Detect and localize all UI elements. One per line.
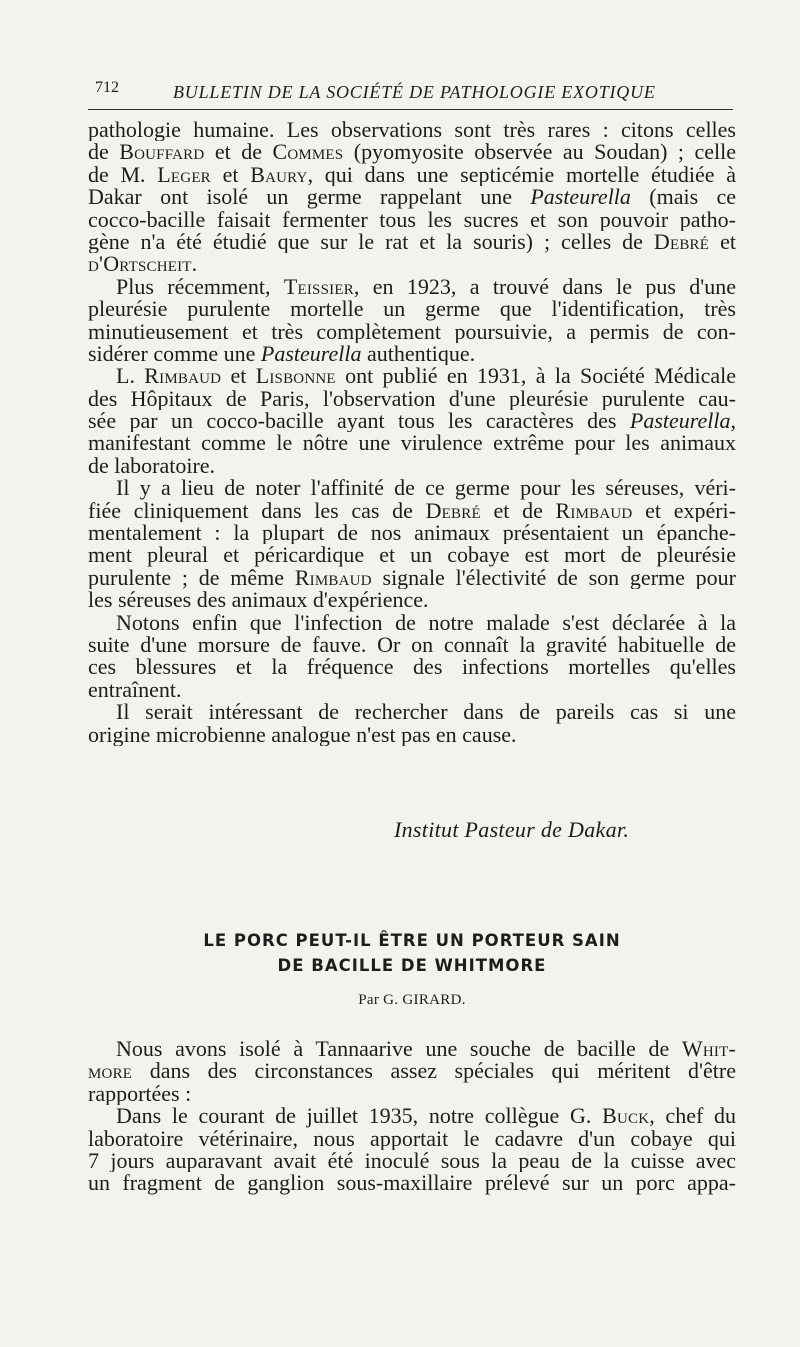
institution-signature: Institut Pasteur de Dakar. [394,817,630,842]
page-number: 712 [95,79,119,96]
body-line: Nous avons isolé à Tannaarive une souche de bacille de Whit- [116,1038,736,1061]
author-name: Leger [157,163,211,187]
species-name: Pasteurella [260,342,362,366]
header-rule [88,109,733,110]
author-name: Commes [272,141,344,164]
body-line: de M. Leger et Baury, qui dans une septicémie mortelle étudiée à [88,163,736,187]
author-name: Debré [653,230,710,254]
body-line: Dans le courant de juillet 1935, notre collègue G. Buck, chef du [116,1105,736,1128]
body-line: 7 jours auparavant avait été inoculé sous la peau de la cuisse avec [88,1149,736,1173]
article-title-line: LE PORC PEUT-IL ÊTRE UN PORTEUR SAIN [203,931,621,950]
article-body [88,1038,736,1195]
author-name: Whit- [681,1038,736,1061]
body-line: Il serait intéressant de rechercher dans de pareils cas si une [116,701,736,724]
body-line: Plus récemment, Teissier, en 1923, a trouvé dans le pus d'une [116,275,736,299]
article-title [88,928,736,978]
species-name: Pasteurella [629,410,731,433]
body-line: de laboratoire. [88,454,216,478]
body-line: mentalement : la plupart de nos animaux présentaient un épanche- [88,522,736,545]
body-line: pathologie humaine. Les observations sont très rares : citons celles [88,119,736,142]
body-line: sée par un cocco-bacille ayant tous les caractères des Pasteurella, [88,410,736,433]
body-line: L. Rimbaud et Lisbonne ont publié en 1931, à la Société Médicale [116,365,736,388]
author-name: Rimbaud [555,499,633,523]
body-line: fiée cliniquement dans les cas de Debré et de Rimbaud et expéri- [88,499,736,523]
body-line: origine microbienne analogue n'est pas en cause. [88,723,517,746]
body-line: de Bouffard et de Commes (pyomyosite observée au Soudan) ; celle [88,141,736,164]
body-line: minutieusement et très complètement poursuivie, a permis de con- [88,320,736,343]
running-head [95,78,735,108]
body-line: ment pleural et péricardique et un cobaye est mort de pleurésie [88,544,736,567]
author-name: Bouffard [119,141,205,164]
body-line: les séreuses des animaux d'expérience. [88,589,429,612]
article-title-line: DE BACILLE DE WHITMORE [277,956,547,975]
body-line: rapportées : [88,1082,192,1106]
author-name: Lisbonne [255,365,336,388]
body-line: entraînent. [88,678,182,702]
body-line: Dakar ont isolé un germe rappelant une Pasteurella (mais ce [88,186,736,209]
author-name: Rimbaud [294,566,372,590]
body-line: sidérer comme une Pasteurella authentique. [88,342,476,366]
author-name: Teissier [283,275,354,299]
author-name: Buck [602,1105,650,1128]
body-line: un fragment de ganglion sous-maxillaire prélevé sur un porc appa- [88,1172,736,1195]
body-line: purulente ; de même Rimbaud signale l'électivité de son germe pour [88,566,736,590]
body-line: gène n'a été étudié que sur le rat et la souris) ; celles de Debré et [88,230,736,254]
body-line: ces blessures et la fréquence des infections mortelles qu'elles [88,656,736,679]
body-line: cocco-bacille faisait fermenter tous les sucres et son pouvoir patho- [88,208,736,231]
author-name: Debré [425,499,481,523]
body-line: Notons enfin que l'infection de notre malade s'est déclarée à la [116,611,736,634]
body-line: laboratoire vétérinaire, nous apportait le cadavre d'un cobaye qui [88,1127,736,1150]
body-line: Il y a lieu de noter l'affinité de ce germe pour les séreuses, véri- [116,477,736,500]
body-line: des Hôpitaux de Paris, l'observation d'une pleurésie purulente cau- [88,387,736,411]
author-name: Baury [250,163,308,187]
body-line: d'Ortscheit. [88,253,198,276]
body-line: pleurésie purulente mortelle un germe que l'identification, très [88,298,736,321]
author-byline: Par G. GIRARD. [358,992,466,1008]
author-name: Rimbaud [144,365,222,388]
article-body-continued [88,119,736,746]
body-line: suite d'une morsure de fauve. Or on connaît la gravité habituelle de [88,633,736,657]
body-line: manifestant comme le nôtre une virulence extrême pour les animaux [88,432,736,455]
author-name: more [88,1060,133,1083]
running-title: BULLETIN DE LA SOCIÉTÉ DE PATHOLOGIE EXOTIQUE [173,82,656,102]
species-name: Pasteurella [530,186,631,209]
body-line: more dans des circonstances assez spéciales qui méritent d'être [88,1060,736,1083]
